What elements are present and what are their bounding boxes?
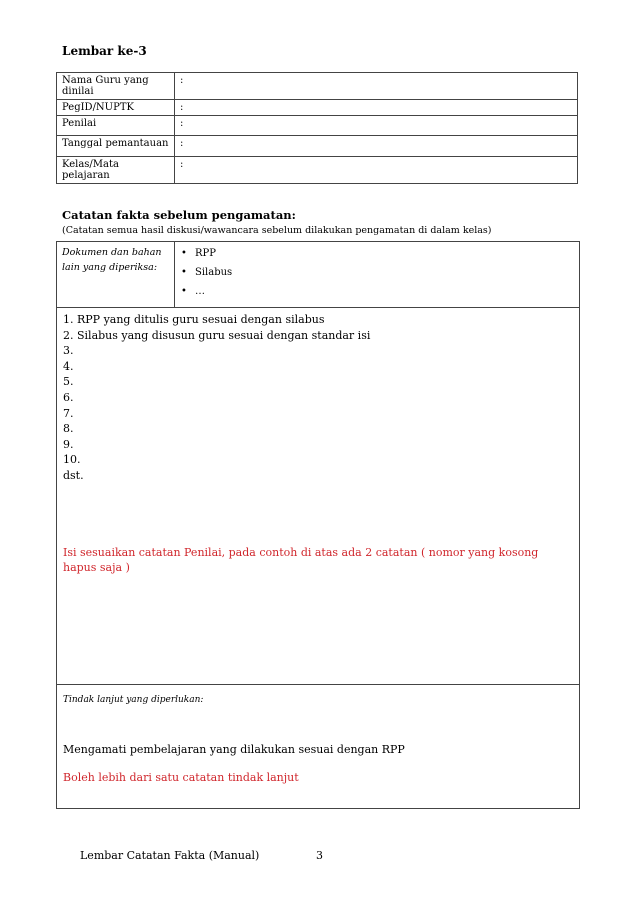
info-row xyxy=(57,100,578,116)
info-value: : xyxy=(175,136,578,157)
documents-row xyxy=(57,242,579,308)
list-item xyxy=(181,244,232,263)
note-line: 6. xyxy=(63,390,74,404)
list-item xyxy=(181,282,232,301)
note-line: 3. xyxy=(63,344,74,358)
info-row xyxy=(57,136,578,157)
document-item: RPP xyxy=(195,248,216,259)
note-line: 8. xyxy=(63,422,74,436)
info-label: Tanggal pemantauan xyxy=(57,136,175,157)
note-line: 4. xyxy=(63,359,74,373)
info-label: PegID/NUPTK xyxy=(57,100,175,116)
info-label: Nama Guru yang dinilai xyxy=(57,73,175,100)
followup-hint: Boleh lebih dari satu catatan tindak lanjut xyxy=(63,771,299,784)
info-label: Penilai xyxy=(57,116,175,136)
page-number: 3 xyxy=(316,849,323,862)
document-item: Silabus xyxy=(195,267,233,278)
note-line: 9. xyxy=(63,437,74,451)
info-value: : xyxy=(175,73,578,100)
note-line: 5. xyxy=(63,375,74,389)
section-subtitle: (Catatan semua hasil diskusi/wawancara sebelum dilakukan pengamatan di dalam kelas) xyxy=(62,225,492,236)
info-row xyxy=(57,73,578,100)
footer-text: Lembar Catatan Fakta (Manual) xyxy=(80,849,260,862)
info-value: : xyxy=(175,100,578,116)
documents-list xyxy=(175,242,238,307)
documents-label: Dokumen dan bahan lain yang diperiksa: xyxy=(57,242,175,307)
page-title: Lembar ke-3 xyxy=(62,44,147,58)
info-value: : xyxy=(175,157,578,184)
info-row xyxy=(57,157,578,184)
bullet-icon: • xyxy=(181,286,187,297)
teacher-info-table xyxy=(56,72,578,184)
note-line: 7. xyxy=(63,406,74,420)
note-line: 2. Silabus yang disusun guru sesuai dengan standar isi xyxy=(63,328,371,342)
notes-hint: Isi sesuaikan catatan Penilai, pada contoh di atas ada 2 catatan ( nomor yang kosong hapus saja ) xyxy=(63,545,539,575)
section-title: Catatan fakta sebelum pengamatan: xyxy=(62,208,296,222)
info-label: Kelas/Mata pelajaran xyxy=(57,157,175,184)
note-line: 10. xyxy=(63,453,81,467)
info-value: : xyxy=(175,116,578,136)
followup-label: Tindak lanjut yang diperlukan: xyxy=(63,695,204,705)
note-line: 1. RPP yang ditulis guru sesuai dengan silabus xyxy=(63,313,325,326)
list-item xyxy=(181,263,232,282)
bullet-icon: • xyxy=(181,267,187,278)
bullet-icon: • xyxy=(181,248,187,259)
notes-cell xyxy=(57,308,579,685)
info-row xyxy=(57,116,578,136)
followup-text: Mengamati pembelajaran yang dilakukan sesuai dengan RPP xyxy=(63,743,405,756)
followup-cell xyxy=(57,685,579,808)
document-item: … xyxy=(195,286,205,297)
note-line: dst. xyxy=(63,468,84,482)
observation-notes-table xyxy=(56,241,580,809)
